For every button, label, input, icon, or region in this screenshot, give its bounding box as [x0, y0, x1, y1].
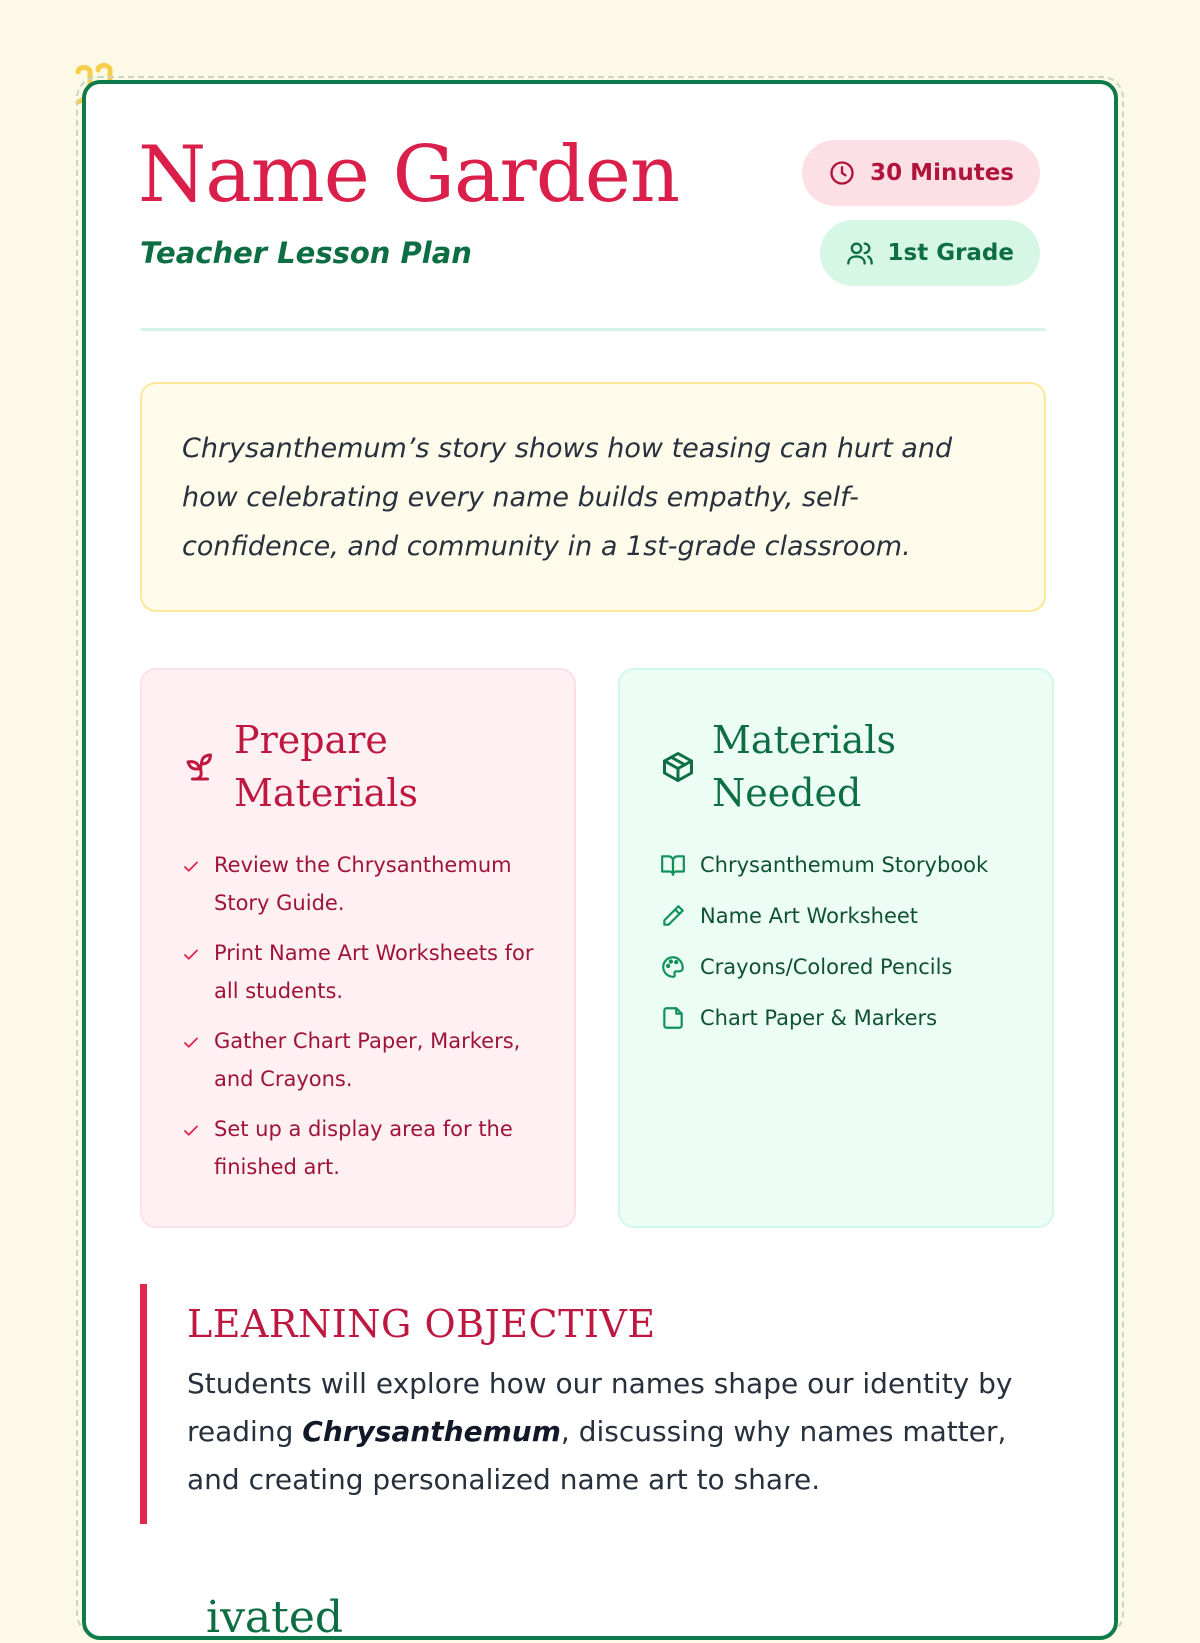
duration-badge [802, 140, 1040, 206]
prepare-list [182, 846, 536, 1186]
next-section-heading: ivated [206, 1592, 344, 1643]
clock-icon [828, 159, 856, 187]
page-subtitle: Teacher Lesson Plan [140, 236, 472, 270]
package-icon [660, 749, 696, 785]
book-icon [660, 852, 686, 878]
book-title: Chrysanthemum [302, 1415, 561, 1448]
materials-list [660, 846, 1014, 1037]
palette-icon [660, 954, 686, 980]
list-item: Chart Paper & Markers [660, 999, 1014, 1037]
header-divider [140, 328, 1046, 331]
check-icon [182, 946, 200, 964]
grade-label: 1st Grade [887, 240, 1014, 266]
check-icon [182, 858, 200, 876]
users-icon [846, 239, 874, 267]
objective-heading: LEARNING OBJECTIVE [187, 1302, 656, 1346]
list-item: Set up a display area for the finished art. [182, 1110, 536, 1186]
intro-callout [140, 382, 1046, 612]
learning-objective [140, 1284, 1046, 1524]
list-item: Review the Chrysanthemum Story Guide. [182, 846, 536, 922]
check-icon [182, 1122, 200, 1140]
pencil-icon [660, 903, 686, 929]
lesson-plan-card [82, 80, 1118, 1643]
duration-label: 30 Minutes [870, 160, 1014, 186]
list-item: Chrysanthemum Storybook [660, 846, 1014, 884]
prepare-materials-panel [140, 668, 576, 1228]
grade-badge [820, 220, 1041, 286]
list-item: Gather Chart Paper, Markers, and Crayons. [182, 1022, 536, 1098]
prepare-heading: Prepare Materials [234, 718, 418, 815]
sticky-note-icon [660, 1005, 686, 1031]
list-item: Print Name Art Worksheets for all students. [182, 934, 536, 1010]
list-item: Crayons/Colored Pencils [660, 948, 1014, 986]
materials-needed-panel [618, 668, 1054, 1228]
materials-heading: Materials Needed [712, 718, 896, 815]
objective-text: Students will explore how our names shape our identity by reading Chrysanthemum, discussing why names matter, and creating personalized name art to share. [187, 1367, 1013, 1496]
page-title: Name Garden [138, 130, 680, 220]
intro-text: Chrysanthemum’s story shows how teasing can hurt and how celebrating every name builds empathy, self-confidence, and community in a 1st-grade classroom. [182, 433, 953, 562]
list-item: Name Art Worksheet [660, 897, 1014, 935]
check-icon [182, 1034, 200, 1052]
sprout-icon [182, 749, 218, 785]
